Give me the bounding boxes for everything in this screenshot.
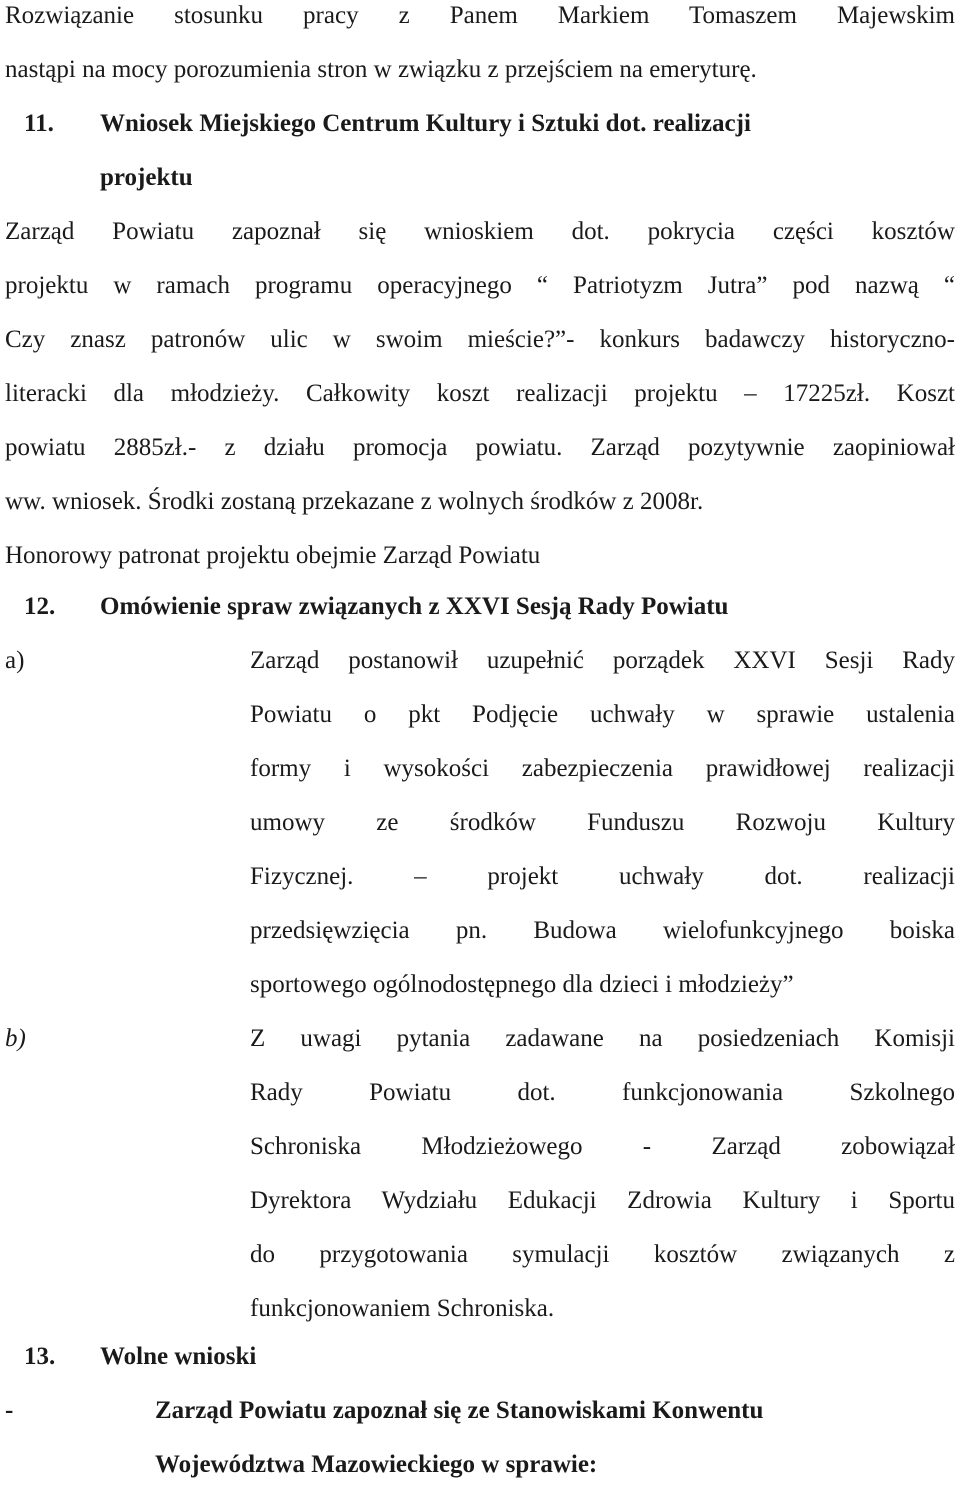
item-11-body-line: ww. wniosek. Środki zostaną przekazane z wolnych środków z 2008r. [5, 488, 704, 515]
item-11-body-line: Honorowy patronat projektu obejmie Zarząd Powiatu [5, 542, 541, 569]
point-a-line: Fizycznej. – projekt uchwały dot. realizacji [250, 863, 955, 890]
point-b-label: b) [5, 1025, 26, 1052]
item-11-body-line: powiatu 2885zł.- z działu promocja powiatu. Zarząd pozytywnie zaopiniował [5, 434, 955, 461]
item-11-body-line: Czy znasz patronów ulic w swoim mieście?”- konkurs badawczy historyczno- [5, 326, 955, 353]
point-a-line: przedsięwzięcia pn. Budowa wielofunkcyjnego boiska [250, 917, 955, 944]
point-b-line: do przygotowania symulacji kosztów związanych z [250, 1241, 955, 1268]
item-12-title: Omówienie spraw związanych z XXVI Sesją Rady Powiatu [100, 593, 729, 620]
item-11-body-line: literacki dla młodzieży. Całkowity koszt realizacji projektu – 17225zł. Koszt [5, 380, 955, 407]
point-b-line: Schroniska Młodzieżowego - Zarząd zobowiązał [250, 1133, 955, 1160]
point-b-line: funkcjonowaniem Schroniska. [250, 1295, 555, 1322]
item-11-title-line-1: Wniosek Miejskiego Centrum Kultury i Sztuki dot. realizacji [100, 110, 751, 137]
point-a-line: Powiatu o pkt Podjęcie uchwały w sprawie ustalenia [250, 701, 955, 728]
point-a-line: Zarząd postanowił uzupełnić porządek XXVI Sesji Rady [250, 647, 955, 674]
point-b-line: Z uwagi pytania zadawane na posiedzeniach Komisji [250, 1025, 955, 1052]
point-b-line: Dyrektora Wydziału Edukacji Zdrowia Kultury i Sportu [250, 1187, 955, 1214]
point-a-line: umowy ze środków Funduszu Rozwoju Kultury [250, 809, 955, 836]
point-a-line: sportowego ogólnodostępnego dla dzieci i młodzieży” [250, 971, 794, 998]
item-11-number: 11. [24, 110, 54, 137]
intro-line-1: Rozwiązanie stosunku pracy z Panem Markiem Tomaszem Majewskim [5, 2, 955, 29]
item-13-title: Wolne wnioski [100, 1343, 257, 1370]
intro-line-2: nastąpi na mocy porozumienia stron w związku z przejściem na emeryturę. [5, 56, 757, 83]
item-11-body-line: Zarząd Powiatu zapoznał się wnioskiem dot. pokrycia części kosztów [5, 218, 955, 245]
point-b-line: Rady Powiatu dot. funkcjonowania Szkolnego [250, 1079, 955, 1106]
item-13-number: 13. [24, 1343, 56, 1370]
item-13-line-2: Województwa Mazowieckiego w sprawie: [155, 1451, 598, 1478]
point-a-label: a) [5, 647, 25, 674]
item-11-title-line-2: projektu [100, 164, 193, 191]
item-12-number: 12. [24, 593, 56, 620]
item-11-body-line: projektu w ramach programu operacyjnego “ Patriotyzm Jutra” pod nazwą “ [5, 272, 955, 299]
item-13-dash: - [5, 1397, 14, 1424]
item-13-line-1: Zarząd Powiatu zapoznał się ze Stanowiskami Konwentu [155, 1397, 764, 1424]
point-a-line: formy i wysokości zabezpieczenia prawidłowej realizacji [250, 755, 955, 782]
